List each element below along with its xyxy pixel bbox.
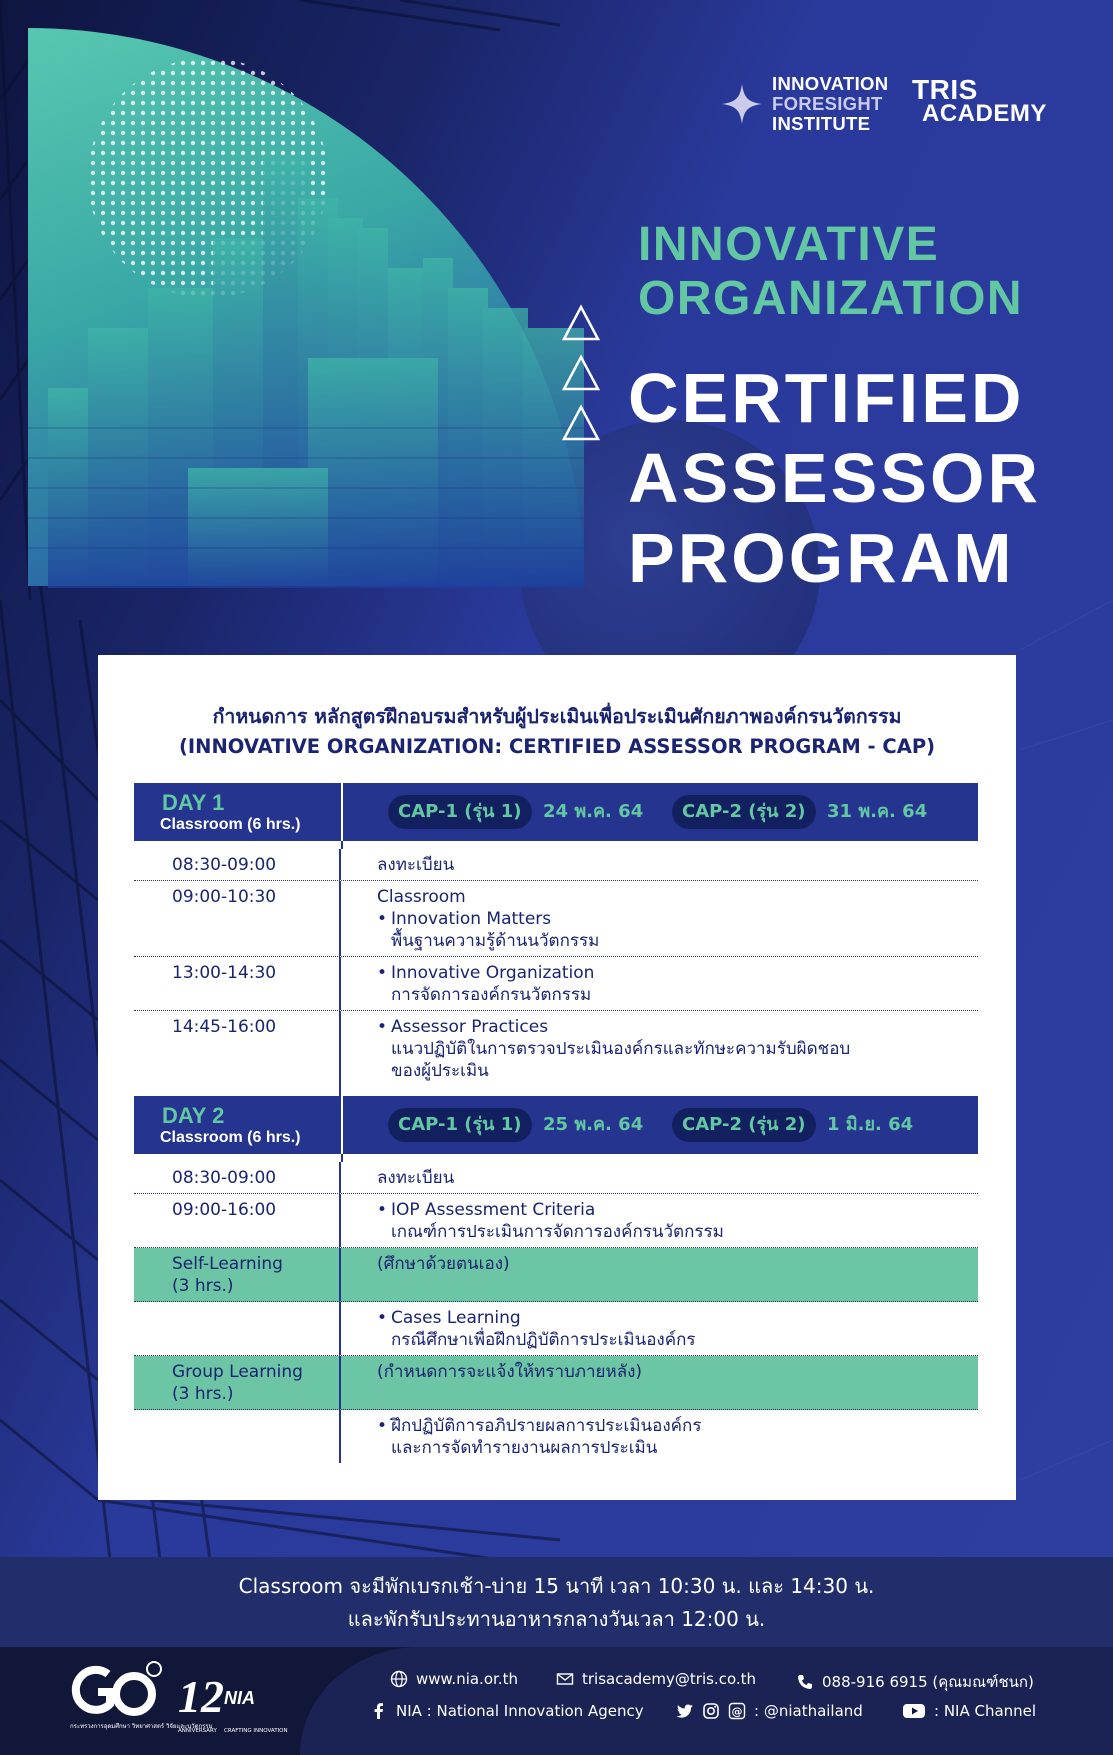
content-cell <box>341 1248 978 1301</box>
time-cell <box>134 1410 341 1463</box>
table-row <box>134 1162 978 1194</box>
ifi-line1: INNOVATION <box>772 73 889 94</box>
twitter-icon <box>676 1702 694 1720</box>
ifi-line3: INSTITUTE <box>772 113 871 134</box>
triangle-decoration-icon <box>560 305 602 445</box>
email-text: trisacademy@tris.co.th <box>582 1670 757 1688</box>
content-sub: การจัดการองค์กรนวัตกรรม <box>391 985 592 1005</box>
footer-line2: และพักรับประทานอาหารกลางวันเวลา 12:00 น. <box>347 1607 766 1631</box>
table-row-group-learning <box>134 1356 978 1410</box>
schedule-table <box>134 783 978 1463</box>
hero-line3: CERTIFIED <box>628 359 1025 437</box>
card-title-th: กำหนดการ หลักสูตรฝึกอบรมสำหรับผู้ประเมินเพื่อประเมินศักยภาพองค์กรนวัตกรรม <box>212 705 902 728</box>
svg-text:NIA: NIA <box>224 1688 255 1708</box>
table-row <box>134 1194 978 1248</box>
hero-title-teal <box>638 218 1023 326</box>
time-cell: 08:30-09:00 <box>134 1162 341 1193</box>
table-row <box>134 1011 978 1096</box>
day1-header <box>134 783 978 841</box>
phone-icon <box>796 1673 814 1691</box>
hero-title-white <box>628 358 1041 598</box>
hero-line2: ORGANIZATION <box>638 272 1024 325</box>
tris-line1: TRIS <box>912 74 978 105</box>
time-hours: (3 hrs.) <box>172 1384 234 1404</box>
content-main: (กำหนดการจะแจ้งให้ทราบภายหลัง) <box>377 1362 643 1382</box>
nia-caption-b: CRAFTING INNOVATION <box>224 1728 288 1734</box>
time-hours: (3 hrs.) <box>172 1276 234 1296</box>
ifi-line2: FORESIGHT <box>772 93 883 114</box>
content-bullet: • Cases Learning <box>377 1307 978 1329</box>
card-title <box>98 702 1016 762</box>
day1-sub: Classroom (6 hrs.) <box>160 816 301 833</box>
nia-12-anniversary-logo <box>178 1664 288 1742</box>
content-sub: ของผู้ประเมิน <box>391 1061 489 1081</box>
content-cell <box>341 1356 978 1409</box>
facebook-icon <box>370 1702 388 1720</box>
content-bullet: • Innovation Matters <box>377 908 978 930</box>
phone-text: 088-916 6915 (คุณมณฑ์ชนก) <box>822 1673 1034 1691</box>
content-cell <box>341 1302 978 1355</box>
hero-line1: INNOVATIVE <box>638 218 940 271</box>
time-cell <box>134 1302 341 1355</box>
day1-date2: 31 พ.ค. 64 <box>827 801 928 822</box>
website-contact[interactable] <box>390 1670 518 1688</box>
day2-name: DAY 2 <box>162 1103 225 1128</box>
city-skyline-image <box>28 28 584 586</box>
content-bullet: • Innovative Organization <box>377 962 978 984</box>
table-row <box>134 957 978 1011</box>
content-main: ลงทะเบียน <box>377 855 455 875</box>
envelope-icon <box>556 1670 574 1688</box>
content-sub: พื้นฐานความรู้ด้านนวัตกรรม <box>391 931 600 951</box>
time-cell: 09:00-10:30 <box>134 881 341 956</box>
time-label: Group Learning <box>172 1362 303 1382</box>
footer-note <box>0 1570 1113 1636</box>
day1-date1: 24 พ.ค. 64 <box>543 801 644 822</box>
instagram-icon <box>702 1702 720 1720</box>
contact-bar-curve <box>300 1647 1113 1755</box>
header-divider <box>341 783 343 841</box>
content-cell <box>341 849 978 880</box>
innovation-foresight-institute-logo <box>720 74 888 134</box>
content-cell <box>341 1011 978 1096</box>
star-icon <box>720 82 764 126</box>
threads-at-icon <box>728 1702 746 1720</box>
time-cell: 13:00-14:30 <box>134 957 341 1010</box>
youtube-text: : NIA Channel <box>934 1702 1037 1720</box>
header-divider <box>341 1096 343 1154</box>
time-cell <box>134 1356 341 1409</box>
nia-caption-a: ANNIVERSARY <box>178 1728 217 1734</box>
hero-line4: ASSESSOR <box>628 439 1041 517</box>
content-bullet: • Assessor Practices <box>377 1016 978 1038</box>
content-main: Classroom <box>377 887 466 907</box>
day2-cap2-pill: CAP-2 (รุ่น 2) <box>672 1108 816 1142</box>
tris-academy-logo <box>912 74 1047 127</box>
tris-line2: ACADEMY <box>922 100 1047 127</box>
social-text: : @niathailand <box>754 1702 863 1720</box>
content-main: (ศึกษาด้วยตนเอง) <box>377 1254 510 1274</box>
hero-line5: PROGRAM <box>628 519 1015 597</box>
content-bullet: • IOP Assessment Criteria <box>377 1199 978 1221</box>
time-cell <box>134 1248 341 1301</box>
content-cell <box>341 881 978 956</box>
day2-sub: Classroom (6 hrs.) <box>160 1129 301 1146</box>
time-label: Self-Learning <box>172 1254 283 1274</box>
content-main: ลงทะเบียน <box>377 1168 455 1188</box>
day2-cap1-pill: CAP-1 (รุ่น 1) <box>388 1108 532 1142</box>
content-sub: กรณีศึกษาเพื่อฝึกปฏิบัติการประเมินองค์กร <box>391 1330 696 1350</box>
content-bullet: • ฝึกปฏิบัติการอภิปรายผลการประเมินองค์กร <box>377 1415 978 1437</box>
day1-cap1-pill: CAP-1 (รุ่น 1) <box>388 795 532 829</box>
day2-header <box>134 1096 978 1154</box>
day1-cap2-pill: CAP-2 (รุ่น 2) <box>672 795 816 829</box>
time-cell: 14:45-16:00 <box>134 1011 341 1096</box>
website-text: www.nia.or.th <box>416 1670 518 1688</box>
globe-icon <box>390 1670 408 1688</box>
facebook-contact[interactable] <box>370 1702 644 1720</box>
content-cell <box>341 1194 978 1247</box>
svg-text:@: @ <box>731 1705 743 1718</box>
table-row <box>134 1410 978 1463</box>
time-cell: 08:30-09:00 <box>134 849 341 880</box>
social-contact[interactable] <box>676 1702 863 1720</box>
facebook-text: NIA : National Innovation Agency <box>396 1702 644 1720</box>
content-cell <box>341 1162 978 1193</box>
footer-line1: Classroom จะมีพักเบรกเช้า-บ่าย 15 นาที เวลา 10:30 น. และ 14:30 น. <box>238 1574 875 1598</box>
go-caption: กระทรวงการอุดมศึกษา วิทยาศาสตร์ วิจัยและนวัตกรรม <box>70 1723 213 1730</box>
content-cell <box>341 957 978 1010</box>
day2-date2: 1 มิ.ย. 64 <box>827 1114 914 1135</box>
card-title-en: (INNOVATIVE ORGANIZATION: CERTIFIED ASSESSOR PROGRAM - CAP) <box>178 735 936 758</box>
table-row <box>134 849 978 881</box>
time-cell: 09:00-16:00 <box>134 1194 341 1247</box>
content-sub: แนวปฏิบัติในการตรวจประเมินองค์กรและทักษะความรับผิดชอบ <box>391 1039 851 1059</box>
schedule-card <box>98 655 1016 1500</box>
table-row-self-learning <box>134 1248 978 1302</box>
table-row <box>134 1302 978 1356</box>
table-row <box>134 881 978 957</box>
phone-contact[interactable] <box>796 1670 1034 1694</box>
day1-name: DAY 1 <box>162 790 225 815</box>
day2-date1: 25 พ.ค. 64 <box>543 1114 644 1135</box>
svg-text:12: 12 <box>178 1671 224 1722</box>
content-sub: และการจัดทำรายงานผลการประเมิน <box>391 1438 658 1458</box>
email-contact[interactable] <box>556 1670 756 1688</box>
content-sub: เกณฑ์การประเมินการจัดการองค์กรนวัตกรรม <box>391 1222 724 1242</box>
youtube-contact[interactable] <box>902 1702 1036 1720</box>
content-cell <box>341 1410 978 1463</box>
youtube-icon <box>902 1702 926 1720</box>
